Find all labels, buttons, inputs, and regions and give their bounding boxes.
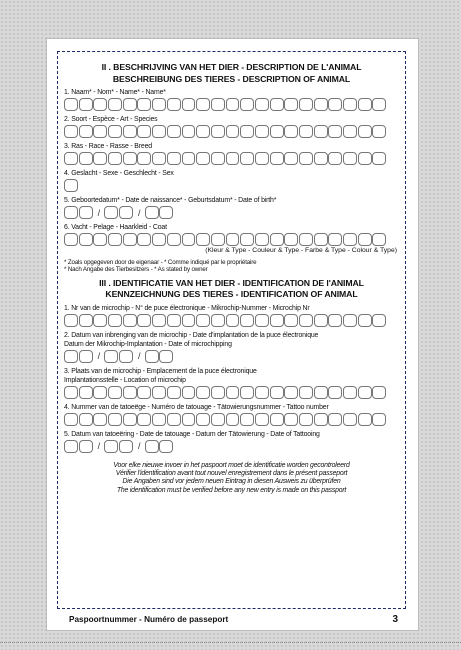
entry-box[interactable] bbox=[196, 98, 210, 111]
entry-box[interactable] bbox=[299, 314, 313, 327]
verification-note-en: The identification must be verified before any new entry is made on this passport bbox=[116, 486, 347, 494]
entry-box[interactable] bbox=[226, 314, 240, 327]
entry-box[interactable] bbox=[108, 98, 122, 111]
entry-box[interactable] bbox=[64, 314, 78, 327]
entry-box[interactable] bbox=[108, 413, 122, 426]
section-2-title-line-1: II . BESCHRIJVING VAN HET DIER - DESCRIPTION DE L'ANIMAL bbox=[101, 62, 362, 72]
entry-box[interactable] bbox=[196, 314, 210, 327]
entry-box[interactable] bbox=[226, 233, 240, 246]
entry-box[interactable] bbox=[255, 125, 269, 138]
passport-number-label: Paspoortnummer - Numéro de passeport bbox=[69, 615, 229, 624]
entry-box[interactable] bbox=[372, 386, 386, 399]
entry-box[interactable] bbox=[328, 233, 342, 246]
entry-box[interactable] bbox=[314, 413, 328, 426]
entry-box[interactable] bbox=[64, 440, 78, 453]
entry-box[interactable] bbox=[358, 98, 372, 111]
entry-box[interactable] bbox=[284, 413, 298, 426]
section-3-title-line-1: III . IDENTIFICATIE VAN HET DIER - IDENTIFICATION DE l'ANIMAL bbox=[99, 277, 364, 288]
section-3-title-line-2: KENNZEICHNUNG DES TIERES - IDENTIFICATION OF ANIMAL bbox=[105, 289, 358, 300]
entry-box[interactable] bbox=[119, 350, 133, 363]
entry-box[interactable] bbox=[284, 314, 298, 327]
entry-box[interactable] bbox=[137, 314, 151, 327]
entry-box[interactable] bbox=[119, 206, 133, 219]
entry-box[interactable] bbox=[167, 152, 181, 165]
entry-box[interactable] bbox=[328, 413, 342, 426]
entry-box[interactable] bbox=[159, 206, 173, 219]
entry-box[interactable] bbox=[108, 152, 122, 165]
entry-box[interactable] bbox=[211, 152, 225, 165]
entry-row bbox=[64, 206, 399, 219]
entry-box[interactable] bbox=[299, 413, 313, 426]
entry-box[interactable] bbox=[328, 125, 342, 138]
entry-box[interactable] bbox=[159, 440, 173, 453]
field-label: 4. Geslacht - Sexe - Geschlecht - Sex bbox=[64, 170, 174, 177]
entry-box[interactable] bbox=[299, 98, 313, 111]
date-separator: / bbox=[97, 207, 101, 218]
field-block bbox=[64, 403, 399, 430]
entry-box[interactable] bbox=[226, 386, 240, 399]
entry-box[interactable] bbox=[284, 98, 298, 111]
section-2-fields bbox=[64, 88, 399, 246]
entry-row bbox=[64, 125, 399, 138]
entry-box[interactable] bbox=[123, 98, 137, 111]
entry-box[interactable] bbox=[328, 386, 342, 399]
entry-box[interactable] bbox=[299, 125, 313, 138]
field-label: Implantationsstelle - Location of microchip bbox=[64, 376, 186, 384]
entry-box[interactable] bbox=[284, 125, 298, 138]
entry-box[interactable] bbox=[93, 152, 107, 165]
entry-box[interactable] bbox=[145, 206, 159, 219]
entry-box[interactable] bbox=[372, 152, 386, 165]
entry-box[interactable] bbox=[211, 413, 225, 426]
entry-box[interactable] bbox=[167, 314, 181, 327]
entry-box[interactable] bbox=[343, 98, 357, 111]
entry-box[interactable] bbox=[137, 98, 151, 111]
page-footer bbox=[57, 609, 406, 630]
verification-note-fr: Vérifier l'identification avant tout nouvel enregistrement dans le présent passeport bbox=[115, 470, 348, 477]
entry-row bbox=[64, 233, 399, 246]
entry-box[interactable] bbox=[343, 413, 357, 426]
date-separator: / bbox=[137, 441, 141, 452]
entry-box[interactable] bbox=[137, 413, 151, 426]
entry-box[interactable] bbox=[255, 413, 269, 426]
entry-box[interactable] bbox=[314, 314, 328, 327]
entry-box[interactable] bbox=[182, 98, 196, 111]
verification-note-nl: Voor elke nieuwe invoer in het paspoort moet de identificatie worden gecontroleerd bbox=[113, 461, 350, 469]
entry-box[interactable] bbox=[255, 233, 269, 246]
entry-box[interactable] bbox=[64, 233, 78, 246]
entry-box[interactable] bbox=[270, 125, 284, 138]
entry-box[interactable] bbox=[240, 413, 254, 426]
dashed-frame bbox=[57, 51, 406, 609]
entry-box[interactable] bbox=[182, 413, 196, 426]
entry-box[interactable] bbox=[152, 98, 166, 111]
entry-row bbox=[64, 386, 399, 399]
entry-box[interactable] bbox=[196, 125, 210, 138]
entry-box[interactable] bbox=[119, 440, 133, 453]
entry-box[interactable] bbox=[270, 314, 284, 327]
entry-box[interactable] bbox=[145, 440, 159, 453]
entry-box[interactable] bbox=[255, 98, 269, 111]
entry-box[interactable] bbox=[123, 233, 137, 246]
entry-box[interactable] bbox=[152, 413, 166, 426]
entry-box[interactable] bbox=[137, 152, 151, 165]
field-label: 3. Plaats van de microchip - Emplacement de la puce électronique bbox=[64, 367, 257, 375]
field-block bbox=[64, 88, 399, 115]
entry-box[interactable] bbox=[372, 125, 386, 138]
entry-box[interactable] bbox=[64, 350, 78, 363]
entry-box[interactable] bbox=[123, 386, 137, 399]
date-separator: / bbox=[137, 207, 141, 218]
entry-box[interactable] bbox=[270, 98, 284, 111]
field-block bbox=[64, 223, 399, 246]
entry-box[interactable] bbox=[343, 125, 357, 138]
entry-box[interactable] bbox=[240, 386, 254, 399]
field-label: 1. Nr van de microchip - N° de puce électronique - Mikrochip-Nummer - Microchip Nr bbox=[64, 304, 310, 312]
entry-row bbox=[64, 413, 399, 426]
entry-box[interactable] bbox=[145, 350, 159, 363]
entry-box[interactable] bbox=[167, 98, 181, 111]
entry-box[interactable] bbox=[152, 233, 166, 246]
field-label: 5. Geboortedatum* - Date de naissance* - Geburtsdatum* - Date of birth* bbox=[64, 197, 277, 204]
page-number: 3 bbox=[392, 614, 398, 625]
entry-row bbox=[64, 314, 399, 327]
field-block bbox=[64, 196, 399, 223]
entry-box[interactable] bbox=[270, 233, 284, 246]
entry-row bbox=[64, 152, 399, 165]
entry-box[interactable] bbox=[152, 125, 166, 138]
entry-box[interactable] bbox=[93, 233, 107, 246]
entry-box[interactable] bbox=[137, 386, 151, 399]
entry-box[interactable] bbox=[226, 125, 240, 138]
entry-box[interactable] bbox=[93, 314, 107, 327]
entry-box[interactable] bbox=[123, 125, 137, 138]
entry-box[interactable] bbox=[93, 413, 107, 426]
field-block bbox=[64, 430, 399, 453]
entry-box[interactable] bbox=[314, 98, 328, 111]
entry-box[interactable] bbox=[314, 386, 328, 399]
field-block bbox=[64, 331, 399, 367]
entry-box[interactable] bbox=[255, 152, 269, 165]
entry-box[interactable] bbox=[226, 152, 240, 165]
entry-box[interactable] bbox=[358, 233, 372, 246]
entry-box[interactable] bbox=[79, 386, 93, 399]
entry-box[interactable] bbox=[93, 125, 107, 138]
entry-box[interactable] bbox=[299, 233, 313, 246]
entry-box[interactable] bbox=[240, 98, 254, 111]
entry-row bbox=[64, 179, 399, 192]
entry-box[interactable] bbox=[182, 152, 196, 165]
entry-box[interactable] bbox=[255, 386, 269, 399]
entry-box[interactable] bbox=[123, 413, 137, 426]
entry-box[interactable] bbox=[108, 233, 122, 246]
entry-box[interactable] bbox=[152, 386, 166, 399]
field-label: 5. Datum van tatoeëring - Date de tatouage - Datum der Tätowierung - Date of Tattooing bbox=[64, 430, 320, 438]
entry-box[interactable] bbox=[372, 233, 386, 246]
field-block bbox=[64, 142, 399, 169]
entry-box[interactable] bbox=[226, 413, 240, 426]
entry-box[interactable] bbox=[182, 314, 196, 327]
entry-box[interactable] bbox=[270, 413, 284, 426]
section-3-fields bbox=[64, 304, 399, 453]
entry-box[interactable] bbox=[64, 179, 78, 192]
entry-box[interactable] bbox=[343, 233, 357, 246]
field-label: 2. Datum van inbrenging van de microchip - Date d'implantation de la puce électronique bbox=[64, 331, 319, 339]
entry-box[interactable] bbox=[240, 314, 254, 327]
date-separator: / bbox=[97, 351, 101, 362]
entry-box[interactable] bbox=[79, 314, 93, 327]
entry-box[interactable] bbox=[182, 125, 196, 138]
field-block bbox=[64, 367, 399, 403]
entry-box[interactable] bbox=[328, 314, 342, 327]
entry-box[interactable] bbox=[93, 98, 107, 111]
section-2-title-line-2: BESCHREIBUNG DES TIERES - DESCRIPTION OF ANIMAL bbox=[112, 73, 351, 84]
entry-box[interactable] bbox=[152, 152, 166, 165]
entry-box[interactable] bbox=[284, 152, 298, 165]
field-block bbox=[64, 304, 399, 331]
entry-box[interactable] bbox=[137, 125, 151, 138]
entry-box[interactable] bbox=[167, 233, 181, 246]
field-label: Datum der Mikrochip-Implantation - Date of microchipping bbox=[64, 340, 232, 348]
entry-box[interactable] bbox=[64, 206, 78, 219]
entry-box[interactable] bbox=[314, 233, 328, 246]
date-separator: / bbox=[97, 441, 101, 452]
field-label: 1. Naam* - Nom* - Name* - Name* bbox=[64, 89, 166, 96]
entry-box[interactable] bbox=[372, 98, 386, 111]
entry-box[interactable] bbox=[167, 386, 181, 399]
entry-box[interactable] bbox=[182, 233, 196, 246]
entry-box[interactable] bbox=[79, 152, 93, 165]
entry-row bbox=[64, 350, 399, 363]
entry-box[interactable] bbox=[123, 152, 137, 165]
entry-box[interactable] bbox=[79, 413, 93, 426]
entry-box[interactable] bbox=[211, 125, 225, 138]
entry-box[interactable] bbox=[240, 125, 254, 138]
entry-box[interactable] bbox=[358, 314, 372, 327]
entry-box[interactable] bbox=[79, 206, 93, 219]
field-label: 4. Nummer van de tatoeëge - Numéro de tatouage - Tätowierungsnummer - Tattoo number bbox=[64, 403, 329, 411]
field-block bbox=[64, 115, 399, 142]
entry-box[interactable] bbox=[79, 440, 93, 453]
field-label: 2. Soort - Espèce - Art - Species bbox=[64, 116, 158, 123]
passport-page bbox=[47, 39, 418, 630]
entry-box[interactable] bbox=[211, 98, 225, 111]
entry-box[interactable] bbox=[211, 233, 225, 246]
entry-box[interactable] bbox=[270, 152, 284, 165]
field-label: 3. Ras - Race - Rasse - Breed bbox=[64, 143, 152, 150]
verification-note-de: Die Angaben sind vor jedem neuen Eintrag in diesen Ausweis zu überprüfen bbox=[122, 478, 341, 486]
entry-box[interactable] bbox=[79, 350, 93, 363]
entry-box[interactable] bbox=[211, 386, 225, 399]
entry-box[interactable] bbox=[64, 98, 78, 111]
entry-box[interactable] bbox=[182, 386, 196, 399]
entry-box[interactable] bbox=[299, 386, 313, 399]
entry-row bbox=[64, 98, 399, 111]
entry-box[interactable] bbox=[299, 152, 313, 165]
entry-box[interactable] bbox=[152, 314, 166, 327]
entry-box[interactable] bbox=[255, 314, 269, 327]
entry-box[interactable] bbox=[167, 125, 181, 138]
entry-box[interactable] bbox=[108, 314, 122, 327]
entry-box[interactable] bbox=[196, 152, 210, 165]
entry-box[interactable] bbox=[372, 413, 386, 426]
entry-box[interactable] bbox=[108, 386, 122, 399]
entry-box[interactable] bbox=[196, 386, 210, 399]
entry-box[interactable] bbox=[240, 233, 254, 246]
entry-box[interactable] bbox=[211, 314, 225, 327]
entry-box[interactable] bbox=[196, 233, 210, 246]
entry-box[interactable] bbox=[343, 152, 357, 165]
entry-box[interactable] bbox=[79, 98, 93, 111]
entry-box[interactable] bbox=[240, 152, 254, 165]
entry-box[interactable] bbox=[270, 386, 284, 399]
entry-box[interactable] bbox=[343, 386, 357, 399]
entry-box[interactable] bbox=[108, 125, 122, 138]
entry-box[interactable] bbox=[328, 98, 342, 111]
entry-box[interactable] bbox=[159, 350, 173, 363]
entry-box[interactable] bbox=[343, 314, 357, 327]
owner-note-1: * Zoals opgegeven door de eigenaar - * Comme indiqué par le propriétaire bbox=[64, 259, 257, 266]
entry-box[interactable] bbox=[104, 206, 118, 219]
entry-box[interactable] bbox=[328, 152, 342, 165]
entry-box[interactable] bbox=[284, 233, 298, 246]
entry-box[interactable] bbox=[358, 125, 372, 138]
entry-box[interactable] bbox=[104, 350, 118, 363]
date-separator: / bbox=[137, 351, 141, 362]
entry-box[interactable] bbox=[79, 233, 93, 246]
field-label: 6. Vacht - Pelage - Haarkleid - Coat bbox=[64, 224, 167, 231]
entry-box[interactable] bbox=[137, 233, 151, 246]
owner-note-2: * Nach Angabe des Tierbesitzers - * As stated by owner bbox=[64, 266, 208, 274]
coat-remark: (Kleur & Type - Couleur & Type - Farbe & Type - Colour & Type) bbox=[205, 247, 397, 254]
page-edge bbox=[0, 642, 461, 646]
entry-box[interactable] bbox=[64, 413, 78, 426]
entry-box[interactable] bbox=[314, 125, 328, 138]
entry-box[interactable] bbox=[79, 125, 93, 138]
entry-box[interactable] bbox=[167, 413, 181, 426]
entry-box[interactable] bbox=[358, 386, 372, 399]
entry-box[interactable] bbox=[64, 152, 78, 165]
entry-box[interactable] bbox=[372, 314, 386, 327]
entry-box[interactable] bbox=[196, 413, 210, 426]
entry-box[interactable] bbox=[358, 152, 372, 165]
entry-box[interactable] bbox=[64, 386, 78, 399]
entry-box[interactable] bbox=[93, 386, 107, 399]
entry-box[interactable] bbox=[64, 125, 78, 138]
entry-box[interactable] bbox=[284, 386, 298, 399]
entry-row bbox=[64, 440, 399, 453]
entry-box[interactable] bbox=[226, 98, 240, 111]
entry-box[interactable] bbox=[123, 314, 137, 327]
form-content bbox=[64, 62, 399, 495]
entry-box[interactable] bbox=[358, 413, 372, 426]
field-block bbox=[64, 169, 399, 196]
entry-box[interactable] bbox=[104, 440, 118, 453]
entry-box[interactable] bbox=[314, 152, 328, 165]
